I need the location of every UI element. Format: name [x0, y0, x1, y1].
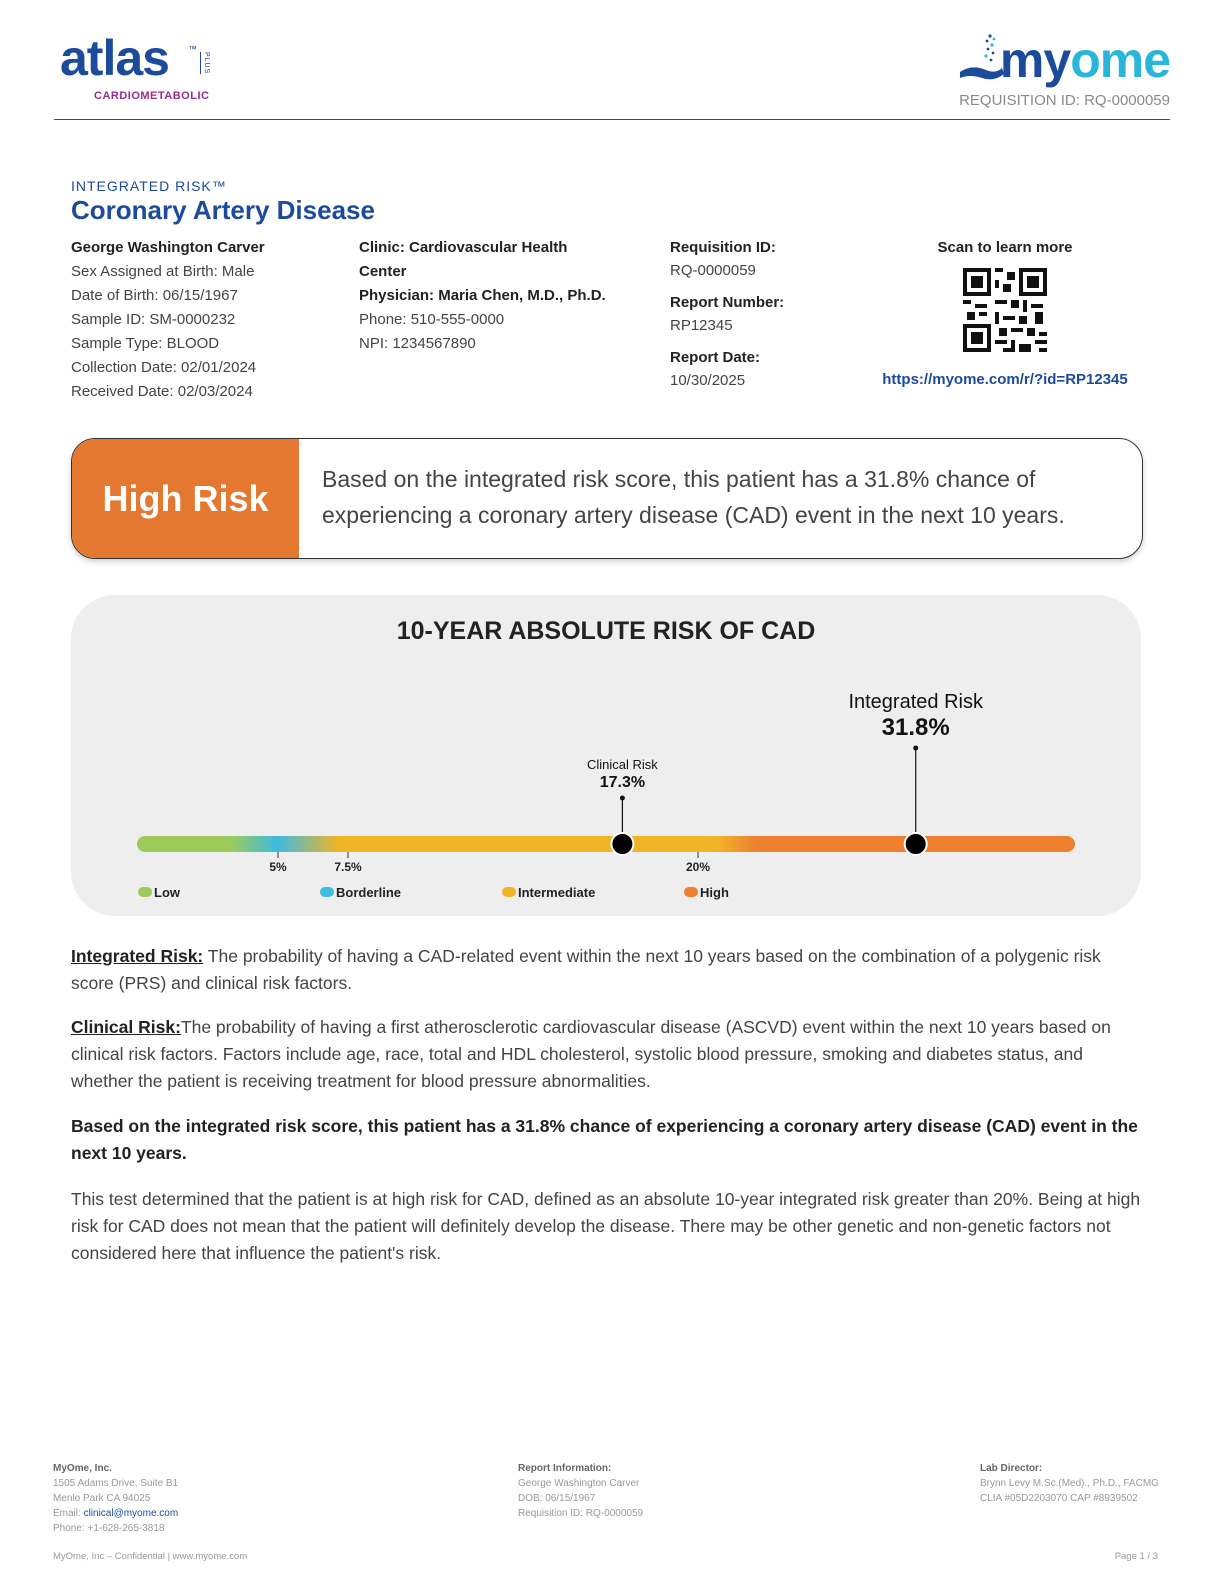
clinical-risk-label: Clinical Risk: [71, 1017, 181, 1037]
tick-label-2: 20% [685, 860, 711, 874]
legend-label-high: High [700, 885, 729, 900]
patient-sex: Sex Assigned at Birth: Male [71, 263, 255, 280]
clinic-npi: NPI: 1234567890 [359, 335, 476, 352]
clinic-info [359, 236, 609, 356]
footer-email-label: Email: [53, 1508, 84, 1519]
footer-email-line [53, 1506, 178, 1521]
integrated-risk-label: Integrated Risk: [71, 946, 204, 966]
scan-label: Scan to learn more [937, 239, 1073, 256]
myome-wordmark-b: ome [1070, 32, 1170, 88]
myome-logo [958, 28, 1170, 109]
report-eyebrow: INTEGRATED RISK™ [71, 178, 227, 194]
legend-label-intermediate: Intermediate [518, 885, 596, 900]
risk-level-badge [72, 439, 299, 558]
risk-summary: Based on the integrated risk score, this patient has a 31.8% chance of experiencing a coronary artery disease (CAD) event in the next 10 years. [71, 1116, 1138, 1163]
clinical-risk-definition [71, 1014, 1146, 1095]
physician-name: Physician: Maria Chen, M.D., Ph.D. [359, 287, 606, 304]
marker-dot-0 [611, 833, 633, 855]
atlas-wordmark [60, 32, 169, 84]
patient-name: George Washington Carver [71, 239, 265, 256]
myome-wordmark-a: my [999, 32, 1071, 88]
patient-info [71, 236, 331, 404]
legend-label-low: Low [154, 885, 180, 900]
marker-value-0: 17.3% [599, 774, 646, 791]
risk-banner [71, 438, 1143, 559]
marker-dot-1 [905, 833, 927, 855]
report-number-label: Report Number: [670, 294, 785, 311]
risk-chart-panel [71, 595, 1141, 916]
tick-label-0: 5% [269, 860, 287, 874]
report-date-value: 10/30/2025 [670, 372, 746, 389]
header-requisition-id: REQUISITION ID: RQ-0000059 [959, 92, 1170, 109]
tick-label-1: 7.5% [334, 860, 362, 874]
report-number-value: RP12345 [670, 317, 733, 334]
footer-report-info-label: Report Information: [518, 1463, 612, 1474]
footer-director-name: Brynn Levy M.Sc.(Med)., Ph.D., FACMG [980, 1478, 1159, 1489]
footer-report-req: Requisition ID: RQ-0000059 [518, 1508, 644, 1519]
footer-director-label: Lab Director: [980, 1463, 1043, 1474]
legend-label-borderline: Borderline [336, 885, 402, 900]
footer-report-dob: DOB: 06/15/1967 [518, 1493, 596, 1504]
footer-report-info [518, 1461, 643, 1521]
footer-phone: Phone: +1-628-265-3818 [53, 1523, 165, 1534]
scan-url-link[interactable]: https://myome.com/r/?id=RP12345 [882, 371, 1128, 388]
marker-value-1: 31.8% [881, 714, 950, 741]
footer-address1: 1505 Adams Drive, Suite B1 [53, 1478, 179, 1489]
footer-director-clia: CLIA #05D2203070 CAP #8939502 [980, 1493, 1138, 1504]
report-info [670, 236, 870, 392]
marker-name-0: Clinical Risk [587, 757, 658, 772]
atlas-plus-mark: PLUS [200, 52, 210, 74]
footer-company-name: MyOme, Inc. [53, 1463, 112, 1474]
legend-swatch-intermediate [502, 887, 516, 897]
atlas-wordmark-text: atlas [60, 30, 169, 86]
footer-company [53, 1461, 178, 1536]
report-date-label: Report Date: [670, 349, 761, 366]
clinic-phone: Phone: 510-555-0000 [359, 311, 505, 328]
risk-level-label: High Risk [102, 477, 269, 519]
footer-email-link[interactable]: clinical@myome.com [83, 1508, 179, 1519]
myome-wordmark [1000, 34, 1170, 86]
patient-dob: Date of Birth: 06/15/1967 [71, 287, 238, 304]
chart-title: 10-YEAR ABSOLUTE RISK OF CAD [396, 617, 816, 645]
clinical-risk-text: The probability of having a first atherosclerotic cardiovascular disease (ASCVD) event within the next 10 years based on clinical risk factors. Factors include age, race, total and HDL cholesterol, systolic blood pressure, smoking and diabetes status, and whether the patient is receiving treatment for blood pressure abnormalities. [71, 1017, 1111, 1091]
footer-page-number: Page 1 / 3 [1114, 1551, 1158, 1562]
page-title: Coronary Artery Disease [71, 195, 375, 225]
legend-swatch-borderline [320, 887, 334, 897]
patient-sample-id: Sample ID: SM-0000232 [71, 311, 236, 328]
legend-swatch-low [138, 887, 152, 897]
patient-collection-date: Collection Date: 02/01/2024 [71, 359, 257, 376]
qr-code-icon[interactable] [963, 268, 1047, 352]
footer-address2: Menlo Park CA 94025 [53, 1493, 151, 1504]
marker-stem-dot-0 [620, 796, 625, 801]
report-header [54, 28, 1170, 120]
scan-section [860, 236, 1150, 392]
requisition-label: Requisition ID: [670, 239, 776, 256]
marker-stem-dot-1 [913, 746, 918, 751]
risk-banner-text: Based on the integrated risk score, this patient has a 31.8% chance of experiencing a coronary artery disease (CAD) event in the next 10 years. [322, 466, 1065, 528]
footer-confidential: MyOme, Inc – Confidential | www.myome.com [53, 1551, 248, 1562]
integrated-risk-text: The probability of having a CAD-related event within the next 10 years based on the combination of a polygenic risk score (PRS) and clinical risk factors. [71, 946, 1101, 993]
marker-name-1: Integrated Risk [848, 691, 983, 713]
atlas-subtitle: CARDIOMETABOLIC [94, 90, 210, 102]
atlas-tm-mark: ™ [188, 44, 197, 54]
legend-swatch-high [684, 887, 698, 897]
clinic-name: Clinic: Cardiovascular Health Center [359, 239, 568, 280]
footer-lab-director [980, 1461, 1159, 1506]
risk-explanation: This test determined that the patient is at high risk for CAD, defined as an absolute 10-year integrated risk greater than 20%. Being at high risk for CAD does not mean that the patient will definitely develop the disease. There may be other genetic and non-genetic factors not considered here that influence the patient's risk. [71, 1189, 1141, 1263]
atlas-logo [60, 30, 210, 102]
patient-received-date: Received Date: 02/03/2024 [71, 383, 253, 400]
patient-sample-type: Sample Type: BLOOD [71, 335, 220, 352]
risk-gauge-chart [71, 595, 1141, 916]
requisition-value: RQ-0000059 [670, 262, 756, 279]
footer-report-name: George Washington Carver [518, 1478, 640, 1489]
integrated-risk-definition [71, 943, 1146, 997]
